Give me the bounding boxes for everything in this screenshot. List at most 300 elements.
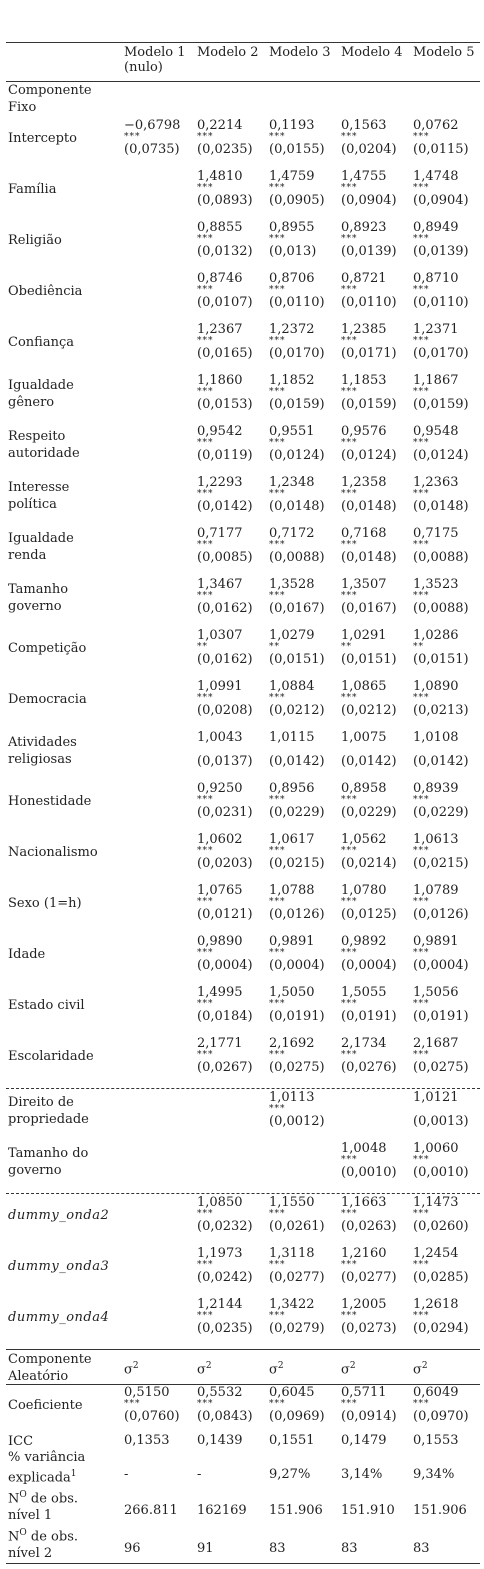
std-error: (0,0843) [197,1409,253,1424]
significance-stars [124,847,128,856]
sigma-squared: $\sigma^2$ [197,1361,212,1378]
std-error [124,1114,128,1129]
std-error: (0,0004) [341,958,397,973]
table-row [6,679,480,730]
significance-stars: *** [341,591,358,601]
significance-stars: *** [341,438,358,448]
significance-stars: *** [269,132,286,142]
coef-value [124,220,128,235]
table-row [6,1195,480,1246]
std-error: (0,0148) [341,499,397,514]
significance-stars: *** [341,846,358,856]
coef-value: 1,4995 [197,985,243,1000]
table-row [6,1090,480,1141]
std-error [124,1321,128,1336]
coef-value: 1,0890 [413,679,459,694]
coef-row [6,1385,480,1433]
coef-value: 1,0279 [269,628,315,643]
table-row [6,832,480,883]
coef-value: 1,0617 [269,832,315,847]
significance-stars: *** [269,846,286,856]
significance-stars [124,1105,128,1114]
std-error: (0,0191) [413,1009,469,1024]
coef-value: 0,9576 [341,424,387,439]
coef-cell [413,1195,469,1234]
coef-cell [341,424,397,463]
std-error: (0,0155) [269,142,325,157]
coef-value [197,1141,201,1156]
row-label: Nacionalismo [8,845,98,860]
std-error: (0,0167) [341,601,397,616]
coef-cell [124,679,128,718]
coef-value: 0,8949 [413,220,459,235]
significance-stars: *** [197,795,214,805]
significance-stars: *** [341,1260,358,1270]
coef-cell [341,220,397,259]
coef-value [341,1090,345,1105]
std-error: (0,0162) [197,601,253,616]
row-label: dummy_onda2 [8,1208,110,1223]
significance-stars: *** [413,1209,430,1219]
coef-value [197,1090,201,1105]
std-error: (0,0151) [269,652,325,667]
coef-value [124,169,128,184]
coef-cell [341,475,397,514]
coef-cell [197,373,253,412]
significance-stars: *** [269,438,286,448]
coef-cell [341,271,397,310]
row-label: Componente Aleatório [8,1352,92,1384]
coef-value: 0,5711 [341,1385,387,1400]
significance-stars: *** [124,1399,141,1409]
coef-cell [197,118,253,157]
coef-cell [413,271,469,310]
coef-value: 0,8855 [197,220,243,235]
coef-value: 0,0762 [413,118,459,133]
std-error: (0,0904) [341,193,397,208]
std-error: (0,0167) [269,601,325,616]
significance-stars [124,235,128,244]
coef-value: 0,9542 [197,424,243,439]
significance-stars: *** [341,489,358,499]
std-error: (0,0126) [269,907,325,922]
coef-cell [124,985,128,1024]
coef-value: 1,1973 [197,1246,243,1261]
significance-stars: *** [124,132,141,142]
coef-cell [269,169,325,208]
significance-stars: *** [413,336,430,346]
coef-cell [197,985,253,1024]
coef-cell [413,1385,469,1424]
std-error [124,346,128,361]
coef-value: 1,4748 [413,169,459,184]
coef-cell [197,1036,253,1075]
significance-stars: *** [413,285,430,295]
dashed-divider [6,1088,480,1089]
coef-cell [124,424,128,463]
coef-value: 1,2454 [413,1246,459,1261]
coef-value [124,475,128,490]
coef-value: 1,0789 [413,883,459,898]
std-error: (0,0904) [413,193,469,208]
coef-cell [413,628,469,667]
std-error [124,958,128,973]
significance-stars [124,286,128,295]
coef-value [124,1195,128,1210]
coef-value: 1,2358 [341,475,387,490]
significance-stars: *** [197,948,214,958]
std-error: (0,0088) [413,601,469,616]
coef-value: 1,0884 [269,679,315,694]
std-error: (0,0285) [413,1270,469,1285]
coef-value: 1,1473 [413,1195,459,1210]
significance-stars: *** [413,999,430,1009]
significance-stars: *** [341,795,358,805]
significance-stars [124,796,128,805]
std-error: (0,0148) [341,550,397,565]
coef-value: 1,1663 [341,1195,387,1210]
significance-stars: *** [341,183,358,193]
row-label: Intercepto [8,131,77,146]
significance-stars: *** [197,1209,214,1219]
obs-value: 91 [197,1541,214,1556]
section-fixed [6,82,480,118]
coef-cell [124,883,128,922]
sigma-squared: $\sigma^2$ [124,1361,139,1378]
std-error: (0,0088) [413,550,469,565]
table-row [6,169,480,220]
coef-cell [197,832,253,871]
row-label: Igualdade gênero [8,378,74,410]
coef-value: 0,8923 [341,220,387,235]
row-label: Tamanho governo [8,582,69,614]
table-row [6,373,480,424]
significance-stars: *** [197,999,214,1009]
row-label: Idade [8,947,46,962]
significance-stars: *** [269,948,286,958]
coef-cell [269,526,325,565]
coef-value: 1,3507 [341,577,387,592]
coef-value: 1,0765 [197,883,243,898]
coef-cell [124,373,128,412]
significance-stars: *** [269,1104,286,1114]
significance-stars: *** [341,132,358,142]
std-error: (0,0229) [413,805,469,820]
coef-value: 0,9891 [269,934,315,949]
coef-value: 0,8939 [413,781,459,796]
std-error: (0,0159) [269,397,325,412]
column-header: Modelo 3 [269,45,331,60]
coef-cell [124,526,128,565]
significance-stars: *** [197,234,214,244]
coef-value: 0,6045 [269,1385,315,1400]
std-error: (0,0232) [197,1219,253,1234]
std-error: (0,0013) [413,1114,469,1129]
coef-value [124,985,128,1000]
coef-value [124,526,128,541]
coef-value: 0,9892 [341,934,387,949]
table-row [6,934,480,985]
sigma-squared: $\sigma^2$ [413,1361,428,1378]
significance-stars: *** [341,693,358,703]
significance-stars [124,1000,128,1009]
coef-cell [341,1090,345,1129]
std-error [124,907,128,922]
coef-value: 1,5055 [341,985,387,1000]
std-error [124,1270,128,1285]
std-error: (0,0171) [341,346,397,361]
significance-stars: *** [341,336,358,346]
coef-cell [413,424,469,463]
coef-value: 1,0121 [413,1090,459,1105]
coef-value: 1,1852 [269,373,315,388]
significance-stars: *** [413,591,430,601]
std-error [124,193,128,208]
std-error: (0,0275) [269,1060,325,1075]
coef-cell [197,679,253,718]
coef-cell [269,322,325,361]
significance-stars: *** [413,438,430,448]
obs-value: 151.906 [413,1503,467,1518]
coef-value: 1,2144 [197,1297,243,1312]
obs-value: 151.910 [341,1503,395,1518]
significance-stars: *** [269,540,286,550]
significance-stars: *** [341,285,358,295]
coef-cell [197,1297,253,1336]
coef-value: 0,5150 [124,1385,170,1400]
significance-stars [124,1312,128,1321]
row-label: dummy_onda4 [8,1310,110,1325]
std-error: (0,0276) [341,1060,397,1075]
significance-stars: *** [197,1311,214,1321]
coef-value [269,1141,273,1156]
std-error: (0,0124) [413,448,469,463]
random-rule [6,1349,480,1350]
coef-value: 1,0075 [341,730,387,745]
coef-cell [341,1297,397,1336]
std-error [124,754,128,769]
coef-value: 1,3422 [269,1297,315,1312]
coef-cell [341,169,397,208]
std-error: (0,0004) [413,958,469,973]
std-error: (0,0142) [413,754,469,769]
std-error: (0,0159) [413,397,469,412]
coef-cell [124,118,180,157]
coef-cell [413,1297,469,1336]
coef-value: 1,5056 [413,985,459,1000]
coef-cell [124,271,128,310]
coef-value [124,1297,128,1312]
coef-cell [269,220,316,259]
coef-value [124,628,128,643]
row-label: $N^O$ de obs. nível 1 [8,1490,78,1524]
sigma-squared: $\sigma^2$ [269,1361,284,1378]
table-row [6,1141,480,1192]
std-error [124,856,128,871]
row-label: Confiança [8,335,74,350]
dashed-divider [6,1193,480,1194]
coef-cell [413,985,469,1024]
std-error: (0,0124) [269,448,325,463]
obs-value: 83 [413,1541,430,1556]
coef-cell [124,934,128,973]
icc-value: 0,1353 [124,1433,170,1448]
coef-cell [413,1141,469,1180]
significance-stars: *** [197,1260,214,1270]
std-error: (0,0214) [341,856,397,871]
std-error [269,1165,273,1180]
coef-value: 2,1687 [413,1036,459,1051]
significance-stars: *** [413,489,430,499]
coef-value [124,1090,128,1105]
std-error: (0,0261) [269,1219,325,1234]
coef-cell [341,628,397,667]
coef-value: 1,0613 [413,832,459,847]
coef-value: 1,1860 [197,373,243,388]
coef-cell [269,781,325,820]
std-error [124,601,128,616]
coef-value: 1,4810 [197,169,243,184]
coef-cell [413,883,469,922]
coef-value: 0,8955 [269,220,315,235]
coef-value: 0,1563 [341,118,387,133]
coef-value: 1,0043 [197,730,243,745]
std-error [124,703,128,718]
significance-stars [413,745,469,754]
significance-stars [124,949,128,958]
std-error: (0,0137) [197,754,253,769]
std-error: (0,0125) [341,907,397,922]
coef-cell [197,475,253,514]
significance-stars: ** [197,642,208,652]
std-error: (0,0142) [269,754,325,769]
significance-stars: *** [269,897,286,907]
obs-value: 151.906 [269,1503,323,1518]
significance-stars: *** [341,1209,358,1219]
coef-value: 1,1550 [269,1195,315,1210]
significance-stars: *** [413,540,430,550]
table-row [6,424,480,475]
coef-cell [269,832,325,871]
std-error: (0,0735) [124,142,180,157]
significance-stars: *** [269,693,286,703]
table-row [6,628,480,679]
table-top-rule [6,42,480,43]
significance-stars [124,184,128,193]
significance-stars: *** [197,489,214,499]
std-error: (0,0010) [341,1165,397,1180]
coef-value: 1,0113 [269,1090,315,1105]
row-label: $N^O$ de obs. nível 2 [8,1528,78,1562]
significance-stars [124,541,128,550]
coef-cell [269,577,325,616]
coef-cell [124,220,128,259]
significance-stars [124,745,128,754]
coef-value: 1,0291 [341,628,387,643]
std-error: (0,0279) [269,1321,325,1336]
std-error: (0,0235) [197,142,253,157]
significance-stars: *** [197,1050,214,1060]
significance-stars: *** [413,234,430,244]
coef-value: 1,2293 [197,475,243,490]
coef-cell [197,220,253,259]
coef-value: 0,8746 [197,271,243,286]
std-error: (0,0119) [197,448,253,463]
std-error: (0,0242) [197,1270,253,1285]
coef-value: 0,7175 [413,526,459,541]
coef-cell [197,526,253,565]
std-error [124,397,128,412]
coef-cell [269,1297,325,1336]
significance-stars: *** [197,387,214,397]
icc-value: 0,1439 [197,1433,243,1448]
coef-value: 0,9890 [197,934,243,949]
significance-stars: *** [413,795,430,805]
coef-cell [269,1090,325,1129]
significance-stars: ** [413,642,424,652]
coef-value: 0,8958 [341,781,387,796]
coef-value: 0,9548 [413,424,459,439]
coef-value: 0,7168 [341,526,387,541]
coef-value: 2,1771 [197,1036,243,1051]
column-header: Modelo 4 [341,45,403,60]
std-error: (0,0004) [197,958,253,973]
significance-stars [124,388,128,397]
significance-stars [124,1210,128,1219]
coef-value: 1,0602 [197,832,243,847]
coef-cell [124,475,128,514]
std-error: (0,0235) [197,1321,253,1336]
std-error: (0,0914) [341,1409,397,1424]
sigma-squared: $\sigma^2$ [341,1361,356,1378]
significance-stars: *** [269,387,286,397]
coef-cell [269,1385,325,1424]
coef-cell [341,118,397,157]
icc-value: 0,1479 [341,1433,387,1448]
coef-value: 0,9551 [269,424,315,439]
nobs-level1-row [6,1487,480,1525]
coef-cell [269,1246,325,1285]
coef-value: 0,8710 [413,271,459,286]
significance-stars: *** [413,183,430,193]
coef-cell [269,883,325,922]
significance-stars: ** [269,642,280,652]
std-error: (0,0010) [413,1165,469,1180]
std-error: (0,0159) [341,397,397,412]
std-error: (0,0165) [197,346,253,361]
row-label: Interesse política [8,480,70,512]
variance-value: - [124,1467,129,1482]
coef-cell [197,883,253,922]
row-label: % variância explicada$^1$ [8,1450,86,1486]
coef-cell [341,1246,397,1285]
coef-cell [197,169,253,208]
coef-cell [413,1036,469,1075]
significance-stars: *** [413,948,430,958]
std-error: (0,0124) [341,448,397,463]
significance-stars [197,1105,201,1114]
significance-stars: *** [413,1260,430,1270]
std-error: (0,0012) [269,1114,325,1129]
std-error [197,1165,201,1180]
obs-value: 83 [269,1541,286,1556]
significance-stars [124,592,128,601]
significance-stars [124,1156,128,1165]
table-bottom-rule [6,1563,480,1564]
coef-cell [341,1036,397,1075]
significance-stars: *** [341,1155,358,1165]
std-error: (0,0277) [269,1270,325,1285]
